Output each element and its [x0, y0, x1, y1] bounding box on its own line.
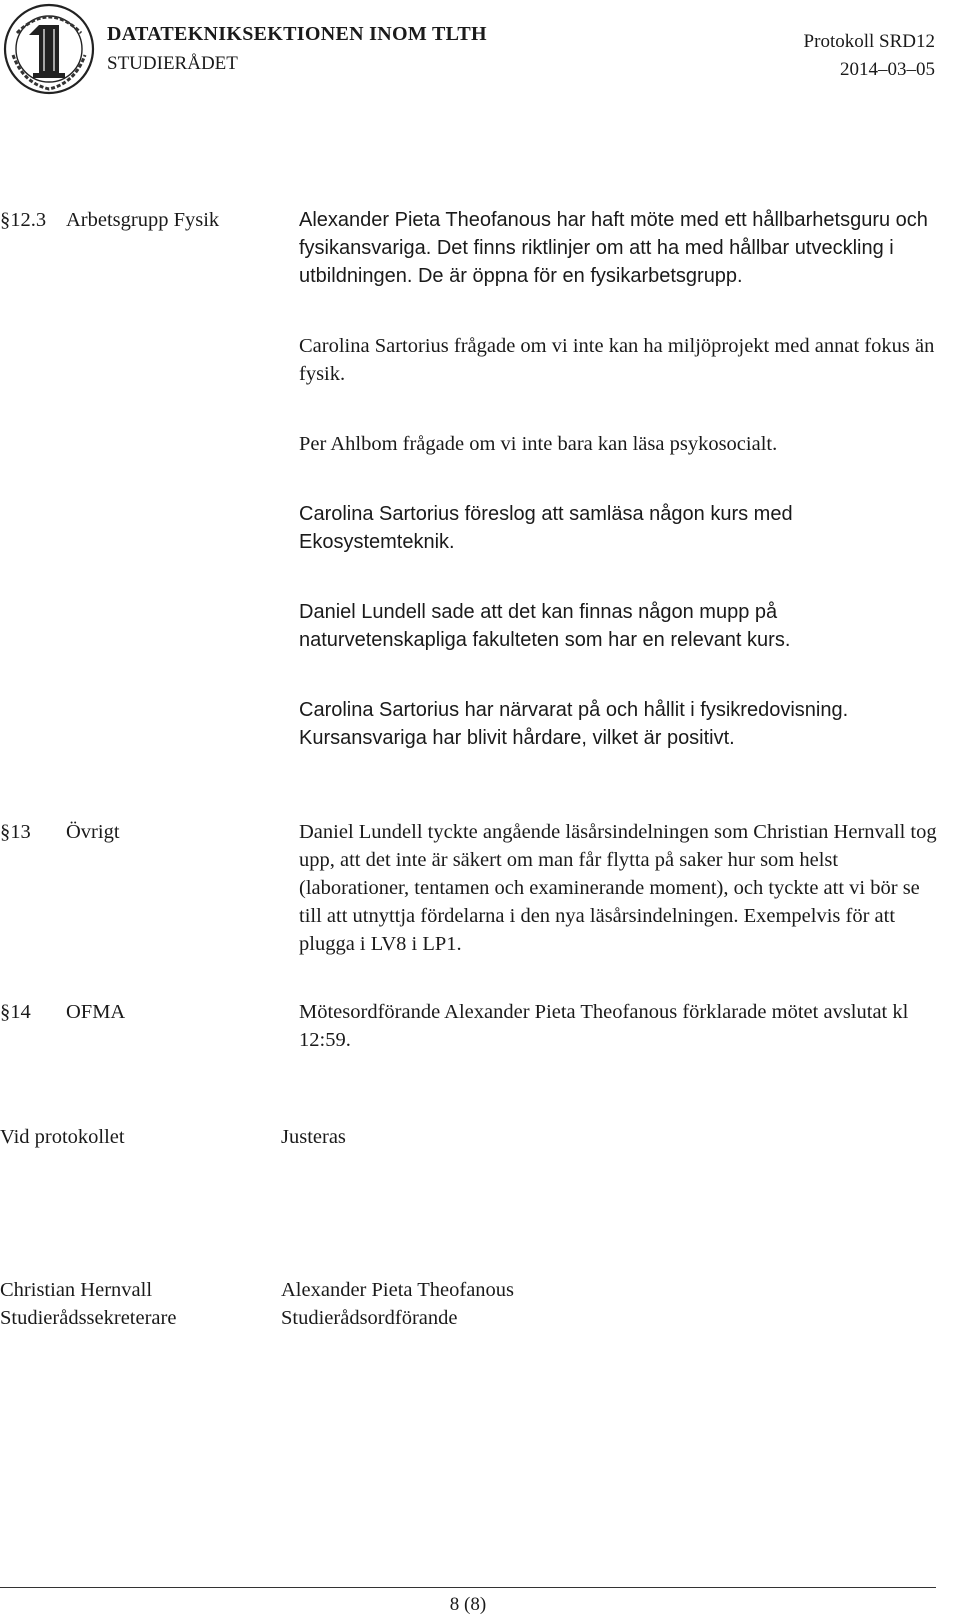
secretary-role: Studierådssekreterare — [0, 1307, 177, 1329]
datateknik-logo — [3, 3, 95, 95]
section-number: §12.3 — [0, 209, 47, 231]
section-body — [299, 998, 939, 1054]
section-13 — [0, 818, 960, 963]
section-body — [299, 818, 939, 958]
protocol-date: 2014–03–05 — [840, 59, 935, 80]
paragraph: Per Ahlbom frågade om vi inte bara kan läsa psykosocialt. — [299, 433, 778, 455]
section-title: OFMA — [66, 1001, 126, 1023]
paragraph: Carolina Sartorius frågade om vi inte kan ha miljöprojekt med annat fokus än fysik. — [299, 335, 935, 385]
section-title: Arbetsgrupp Fysik — [66, 209, 220, 231]
section-number: §14 — [0, 1001, 31, 1023]
organization-subtitle: STUDIERÅDET — [107, 53, 238, 74]
section-body — [299, 206, 939, 752]
paragraph: Mötesordförande Alexander Pieta Theofanous förklarade mötet avslutat kl 12:59. — [299, 1001, 909, 1051]
chair-name: Alexander Pieta Theofanous — [281, 1279, 515, 1301]
signature-label-secretary: Vid protokollet — [0, 1126, 125, 1148]
secretary-name: Christian Hernvall — [0, 1279, 153, 1301]
chair-role: Studierådsordförande — [281, 1307, 458, 1329]
organization-name: DATATEKNIKSEKTIONEN INOM TLTH — [107, 23, 487, 45]
paragraph: Carolina Sartorius föreslog att samläsa någon kurs med Ekosystemteknik. — [299, 503, 793, 553]
section-title: Övrigt — [66, 821, 120, 843]
paragraph: Daniel Lundell tyckte angående läsårsindelningen som Christian Hernvall tog upp, att det inte är säkert om man får flytta på saker hur som helst (laborationer, tentamen och examinerande moment), och tyckte att vi bör se till att utnyttja fördelarna i den nya läsårsindelningen. Exempelvis för att plugga i LV8 i LP1. — [299, 821, 937, 955]
page-number: 8 (8) — [449, 1594, 487, 1615]
section-14 — [0, 998, 960, 1058]
signature-label-adjuster: Justeras — [281, 1126, 346, 1148]
protocol-id: Protokoll SRD12 — [803, 31, 935, 52]
section-number: §13 — [0, 821, 31, 843]
section-12-3 — [0, 206, 960, 766]
paragraph: Alexander Pieta Theofanous har haft möte med ett hållbarhetsguru och fysikansvariga. Det finns riktlinjer om att ha med hållbar utveckling i utbildningen. De är öppna för en fysikarbetsgrupp. — [299, 209, 928, 287]
footer-divider — [0, 1587, 936, 1588]
paragraph: Daniel Lundell sade att det kan finnas någon mupp på naturvetenskapliga fakulteten som har en relevant kurs. — [299, 601, 791, 651]
paragraph: Carolina Sartorius har närvarat på och hållit i fysikredovisning. Kursansvariga har blivit hårdare, vilket är positivt. — [299, 699, 849, 749]
